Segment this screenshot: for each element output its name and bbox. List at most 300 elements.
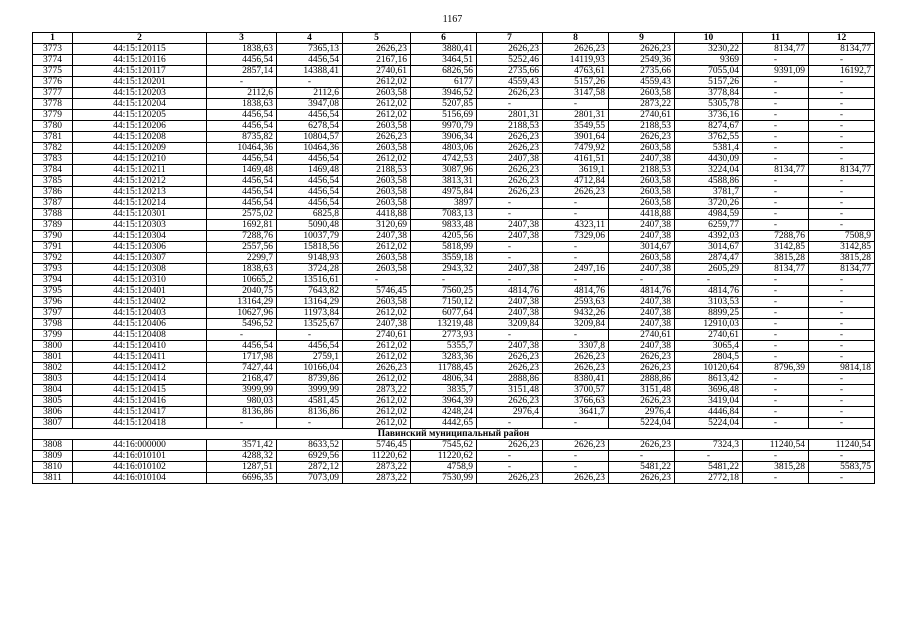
value-cell: 1838,63 — [207, 99, 277, 110]
value-cell: 2612,02 — [343, 407, 411, 418]
value-cell: 9432,26 — [543, 308, 609, 319]
value-cell: - — [809, 143, 875, 154]
value-cell: 2612,02 — [343, 77, 411, 88]
value-cell: 6259,77 — [675, 220, 743, 231]
value-cell: 2603,58 — [609, 143, 675, 154]
value-cell: 2626,23 — [477, 88, 543, 99]
value-cell: 2976,4 — [609, 407, 675, 418]
value-cell: - — [277, 77, 343, 88]
value-cell: 2740,61 — [343, 66, 411, 77]
table-row — [33, 319, 875, 330]
value-cell: - — [743, 132, 809, 143]
row-number-cell: 3779 — [33, 110, 73, 121]
value-cell: - — [543, 418, 609, 429]
value-cell: 6077,64 — [411, 308, 477, 319]
value-cell: 2626,23 — [543, 440, 609, 451]
value-cell: 2188,53 — [477, 121, 543, 132]
row-number-cell: 3801 — [33, 352, 73, 363]
value-cell: 4763,61 — [543, 66, 609, 77]
row-number-cell: 3796 — [33, 297, 73, 308]
value-cell: - — [477, 209, 543, 220]
value-cell: 7427,44 — [207, 363, 277, 374]
value-cell: 2612,02 — [343, 396, 411, 407]
value-cell: 2603,58 — [343, 88, 411, 99]
value-cell: 2407,38 — [609, 264, 675, 275]
value-cell: 4814,76 — [477, 286, 543, 297]
value-cell: 2801,31 — [477, 110, 543, 121]
value-cell: 4758,9 — [411, 462, 477, 473]
value-cell: 2603,58 — [343, 187, 411, 198]
value-cell: - — [809, 187, 875, 198]
value-cell: 3815,28 — [743, 462, 809, 473]
cadastral-number-cell: 44:16:010102 — [73, 462, 207, 473]
value-cell: 2188,53 — [609, 121, 675, 132]
value-cell: - — [743, 77, 809, 88]
value-cell: 3778,84 — [675, 88, 743, 99]
row-number-cell: 3789 — [33, 220, 73, 231]
value-cell: - — [809, 418, 875, 429]
value-cell: - — [809, 121, 875, 132]
value-cell: 5496,52 — [207, 319, 277, 330]
cadastral-number-cell: 44:15:120418 — [73, 418, 207, 429]
value-cell: - — [207, 418, 277, 429]
value-cell: - — [809, 88, 875, 99]
row-number-cell: 3804 — [33, 385, 73, 396]
value-cell: 2626,23 — [543, 44, 609, 55]
value-cell: - — [543, 275, 609, 286]
table-row — [33, 132, 875, 143]
value-cell: 2804,5 — [675, 352, 743, 363]
value-cell: 2407,38 — [477, 308, 543, 319]
value-cell: 3103,53 — [675, 297, 743, 308]
value-cell: 4446,84 — [675, 407, 743, 418]
value-cell: 5207,85 — [411, 99, 477, 110]
value-cell: 3906,34 — [411, 132, 477, 143]
value-cell: 9970,79 — [411, 121, 477, 132]
value-cell: - — [207, 77, 277, 88]
value-cell: 8274,67 — [675, 121, 743, 132]
value-cell: 7365,13 — [277, 44, 343, 55]
value-cell: 8739,86 — [277, 374, 343, 385]
value-cell: 7530,99 — [411, 473, 477, 484]
value-cell: 2976,4 — [477, 407, 543, 418]
value-cell: 2873,22 — [343, 462, 411, 473]
value-cell: - — [743, 374, 809, 385]
value-cell: 4456,54 — [207, 154, 277, 165]
value-cell: 5224,04 — [609, 418, 675, 429]
value-cell: 3781,7 — [675, 187, 743, 198]
value-cell: 3619,1 — [543, 165, 609, 176]
value-cell: 2740,61 — [675, 330, 743, 341]
value-cell: - — [809, 132, 875, 143]
value-cell: - — [809, 396, 875, 407]
value-cell: 4205,56 — [411, 231, 477, 242]
value-cell: - — [675, 451, 743, 462]
value-cell: 7083,13 — [411, 209, 477, 220]
value-cell: - — [809, 55, 875, 66]
row-number-cell: 3780 — [33, 121, 73, 132]
value-cell: 4806,34 — [411, 374, 477, 385]
cadastral-number-cell: 44:15:120416 — [73, 396, 207, 407]
cadastral-number-cell: 44:15:120210 — [73, 154, 207, 165]
table-row — [33, 242, 875, 253]
value-cell: - — [675, 275, 743, 286]
value-cell: 6696,35 — [207, 473, 277, 484]
value-cell: 2759,1 — [277, 352, 343, 363]
column-header: 12 — [809, 33, 875, 44]
value-cell: 1287,51 — [207, 462, 277, 473]
value-cell: - — [477, 275, 543, 286]
value-cell: 3724,28 — [277, 264, 343, 275]
value-cell: 2740,61 — [609, 110, 675, 121]
value-cell: 3835,7 — [411, 385, 477, 396]
table-row — [33, 308, 875, 319]
value-cell: 7324,3 — [675, 440, 743, 451]
value-cell: - — [477, 330, 543, 341]
value-cell: 13164,29 — [277, 297, 343, 308]
value-cell: 8136,86 — [207, 407, 277, 418]
value-cell: - — [743, 297, 809, 308]
value-cell: 7479,92 — [543, 143, 609, 154]
value-cell: - — [809, 110, 875, 121]
value-cell: - — [477, 242, 543, 253]
cadastral-number-cell: 44:15:120303 — [73, 220, 207, 231]
value-cell: 2626,23 — [609, 132, 675, 143]
value-cell: 13219,48 — [411, 319, 477, 330]
row-number-cell: 3785 — [33, 176, 73, 187]
value-cell: 2872,12 — [277, 462, 343, 473]
table-row — [33, 473, 875, 484]
value-cell: 2603,58 — [609, 198, 675, 209]
value-cell: 4814,76 — [609, 286, 675, 297]
table-row — [33, 143, 875, 154]
row-number-cell: 3783 — [33, 154, 73, 165]
row-number-cell: 3778 — [33, 99, 73, 110]
value-cell: - — [743, 143, 809, 154]
value-cell: 3947,08 — [277, 99, 343, 110]
section-header-row — [33, 429, 875, 440]
value-cell: 4442,65 — [411, 418, 477, 429]
value-cell: 4456,54 — [277, 198, 343, 209]
value-cell: 4456,54 — [207, 341, 277, 352]
value-cell: 3999,99 — [207, 385, 277, 396]
value-cell: - — [411, 275, 477, 286]
table-row — [33, 176, 875, 187]
value-cell: 4288,32 — [207, 451, 277, 462]
row-number-cell: 3787 — [33, 198, 73, 209]
value-cell: - — [743, 55, 809, 66]
value-cell: 2626,23 — [543, 473, 609, 484]
value-cell: - — [743, 319, 809, 330]
table-row — [33, 44, 875, 55]
value-cell: - — [743, 385, 809, 396]
value-cell: 11240,54 — [809, 440, 875, 451]
column-header: 9 — [609, 33, 675, 44]
value-cell: 3087,96 — [411, 165, 477, 176]
cadastral-number-cell: 44:15:120403 — [73, 308, 207, 319]
column-header: 3 — [207, 33, 277, 44]
value-cell: 2874,47 — [675, 253, 743, 264]
value-cell: 11220,62 — [411, 451, 477, 462]
cadastral-number-cell: 44:15:120310 — [73, 275, 207, 286]
value-cell: 1717,98 — [207, 352, 277, 363]
value-cell: 2112,6 — [207, 88, 277, 99]
value-cell: - — [743, 407, 809, 418]
page-number: 1167 — [442, 14, 463, 25]
value-cell: 4323,11 — [543, 220, 609, 231]
table-row — [33, 165, 875, 176]
value-cell: - — [809, 319, 875, 330]
column-header: 8 — [543, 33, 609, 44]
value-cell: 2407,38 — [609, 231, 675, 242]
value-cell: - — [543, 198, 609, 209]
value-cell: 3147,58 — [543, 88, 609, 99]
row-number-cell: 3786 — [33, 187, 73, 198]
table-row — [33, 286, 875, 297]
value-cell: - — [809, 407, 875, 418]
value-cell: 10804,57 — [277, 132, 343, 143]
value-cell: 3766,63 — [543, 396, 609, 407]
value-cell: - — [809, 451, 875, 462]
value-cell: 2626,23 — [609, 440, 675, 451]
row-number-cell: 3808 — [33, 440, 73, 451]
row-number-cell: 3784 — [33, 165, 73, 176]
value-cell: 2612,02 — [343, 154, 411, 165]
value-cell: - — [809, 473, 875, 484]
value-cell: 2407,38 — [477, 220, 543, 231]
value-cell: - — [277, 418, 343, 429]
value-cell: 4803,06 — [411, 143, 477, 154]
cadastral-number-cell: 44:15:120304 — [73, 231, 207, 242]
value-cell: 2407,38 — [477, 297, 543, 308]
value-cell: 2626,23 — [477, 165, 543, 176]
value-cell: - — [743, 341, 809, 352]
column-header: 4 — [277, 33, 343, 44]
value-cell: - — [543, 99, 609, 110]
value-cell: 2626,23 — [477, 176, 543, 187]
value-cell: 7150,12 — [411, 297, 477, 308]
value-cell: 7329,06 — [543, 231, 609, 242]
value-cell: 2612,02 — [343, 418, 411, 429]
value-cell: 6825,8 — [277, 209, 343, 220]
value-cell: 4456,54 — [207, 121, 277, 132]
value-cell: 9391,09 — [743, 66, 809, 77]
value-cell: 2735,66 — [477, 66, 543, 77]
value-cell: - — [543, 330, 609, 341]
cadastral-number-cell: 44:15:120406 — [73, 319, 207, 330]
value-cell: 7288,76 — [207, 231, 277, 242]
row-number-cell: 3792 — [33, 253, 73, 264]
table-row — [33, 385, 875, 396]
value-cell: - — [743, 198, 809, 209]
table-row — [33, 352, 875, 363]
value-cell: 2557,56 — [207, 242, 277, 253]
row-number-cell: 3775 — [33, 66, 73, 77]
table-row — [33, 253, 875, 264]
table-row — [33, 407, 875, 418]
value-cell: 9369 — [675, 55, 743, 66]
value-cell: 2740,61 — [609, 330, 675, 341]
value-cell: 2943,32 — [411, 264, 477, 275]
value-cell: - — [477, 462, 543, 473]
row-number-cell: 3795 — [33, 286, 73, 297]
cadastral-number-cell: 44:15:120206 — [73, 121, 207, 132]
value-cell: - — [743, 88, 809, 99]
column-header: 1 — [33, 33, 73, 44]
table-row — [33, 462, 875, 473]
value-cell: 2407,38 — [609, 297, 675, 308]
value-cell: 2626,23 — [477, 473, 543, 484]
value-cell: 1838,63 — [207, 264, 277, 275]
value-cell: 8134,77 — [809, 264, 875, 275]
row-number-cell: 3805 — [33, 396, 73, 407]
table-row — [33, 110, 875, 121]
value-cell: 4456,54 — [207, 110, 277, 121]
table-row — [33, 440, 875, 451]
row-number-cell: 3793 — [33, 264, 73, 275]
value-cell: - — [609, 451, 675, 462]
value-cell: - — [809, 77, 875, 88]
table-row — [33, 55, 875, 66]
value-cell: 5481,22 — [675, 462, 743, 473]
value-cell: 2603,58 — [609, 176, 675, 187]
value-cell: - — [743, 220, 809, 231]
row-number-cell: 3776 — [33, 77, 73, 88]
value-cell: 8735,82 — [207, 132, 277, 143]
value-cell: - — [277, 330, 343, 341]
value-cell: - — [207, 330, 277, 341]
value-cell: - — [743, 396, 809, 407]
value-cell: 2168,47 — [207, 374, 277, 385]
value-cell: 2040,75 — [207, 286, 277, 297]
cadastral-number-cell: 44:15:120306 — [73, 242, 207, 253]
value-cell: 980,03 — [207, 396, 277, 407]
value-cell: 2626,23 — [477, 187, 543, 198]
value-cell: 2188,53 — [609, 165, 675, 176]
value-cell: 6826,56 — [411, 66, 477, 77]
value-cell: 2407,38 — [477, 264, 543, 275]
value-cell: 4161,51 — [543, 154, 609, 165]
value-cell: 8134,77 — [743, 165, 809, 176]
value-cell: 2626,23 — [609, 396, 675, 407]
value-cell: 2603,58 — [609, 253, 675, 264]
value-cell: 2626,23 — [543, 187, 609, 198]
value-cell: 2605,29 — [675, 264, 743, 275]
table-row — [33, 121, 875, 132]
value-cell: 8380,41 — [543, 374, 609, 385]
table-row — [33, 99, 875, 110]
cadastral-number-cell: 44:15:120411 — [73, 352, 207, 363]
value-cell: 5583,75 — [809, 462, 875, 473]
table-row — [33, 418, 875, 429]
value-cell: 4456,54 — [277, 154, 343, 165]
value-cell: 3209,84 — [543, 319, 609, 330]
row-number-cell: 3781 — [33, 132, 73, 143]
value-cell: 2603,58 — [343, 176, 411, 187]
value-cell: - — [343, 275, 411, 286]
table-row — [33, 451, 875, 462]
row-number-cell: 3794 — [33, 275, 73, 286]
value-cell: 4975,84 — [411, 187, 477, 198]
value-cell: 13516,61 — [277, 275, 343, 286]
value-cell: 4456,54 — [277, 187, 343, 198]
row-number-cell: 3809 — [33, 451, 73, 462]
value-cell: - — [809, 385, 875, 396]
value-cell: 4581,45 — [277, 396, 343, 407]
cadastral-number-cell: 44:15:120204 — [73, 99, 207, 110]
column-header: 10 — [675, 33, 743, 44]
value-cell: - — [809, 198, 875, 209]
table-row — [33, 154, 875, 165]
value-cell: 3419,04 — [675, 396, 743, 407]
cadastral-number-cell: 44:15:120308 — [73, 264, 207, 275]
value-cell: 2603,58 — [609, 187, 675, 198]
value-cell: - — [809, 308, 875, 319]
value-cell: 7560,25 — [411, 286, 477, 297]
row-number-cell: 3798 — [33, 319, 73, 330]
value-cell: 8134,77 — [743, 44, 809, 55]
value-cell: 2603,58 — [609, 88, 675, 99]
table-row — [33, 396, 875, 407]
value-cell: 2407,38 — [609, 341, 675, 352]
row-number-cell: 3807 — [33, 418, 73, 429]
value-cell: - — [809, 286, 875, 297]
value-cell: - — [809, 374, 875, 385]
cadastral-number-cell: 44:16:010104 — [73, 473, 207, 484]
value-cell: 2773,93 — [411, 330, 477, 341]
value-cell: 4418,88 — [609, 209, 675, 220]
value-cell: 2407,38 — [343, 319, 411, 330]
table-row — [33, 77, 875, 88]
value-cell: 10464,36 — [277, 143, 343, 154]
value-cell: 2626,23 — [343, 363, 411, 374]
value-cell: - — [743, 418, 809, 429]
value-cell: 3549,55 — [543, 121, 609, 132]
value-cell: 8134,77 — [743, 264, 809, 275]
value-cell: 2407,38 — [609, 319, 675, 330]
value-cell: - — [743, 110, 809, 121]
value-cell: 2873,22 — [343, 473, 411, 484]
row-number-cell: 3810 — [33, 462, 73, 473]
value-cell: 1469,48 — [207, 165, 277, 176]
value-cell: - — [809, 275, 875, 286]
value-cell: 11788,45 — [411, 363, 477, 374]
table-row — [33, 88, 875, 99]
value-cell: - — [609, 275, 675, 286]
value-cell: 2299,7 — [207, 253, 277, 264]
value-cell: 2497,16 — [543, 264, 609, 275]
row-number-cell: 3788 — [33, 209, 73, 220]
cadastral-number-cell: 44:15:120212 — [73, 176, 207, 187]
value-cell: 2626,23 — [543, 363, 609, 374]
value-cell: 2407,38 — [477, 231, 543, 242]
value-cell: 2407,38 — [609, 154, 675, 165]
value-cell: 9148,93 — [277, 253, 343, 264]
value-cell: 4456,54 — [207, 187, 277, 198]
value-cell: 5746,45 — [343, 440, 411, 451]
value-cell: 14388,41 — [277, 66, 343, 77]
value-cell: 13525,67 — [277, 319, 343, 330]
value-cell: - — [477, 99, 543, 110]
value-cell: 2801,31 — [543, 110, 609, 121]
value-cell: - — [809, 176, 875, 187]
value-cell: 6278,54 — [277, 121, 343, 132]
value-cell: - — [743, 99, 809, 110]
value-cell: 4456,54 — [277, 110, 343, 121]
value-cell: 2626,23 — [477, 352, 543, 363]
value-cell: 1692,81 — [207, 220, 277, 231]
value-cell: 2626,23 — [477, 132, 543, 143]
